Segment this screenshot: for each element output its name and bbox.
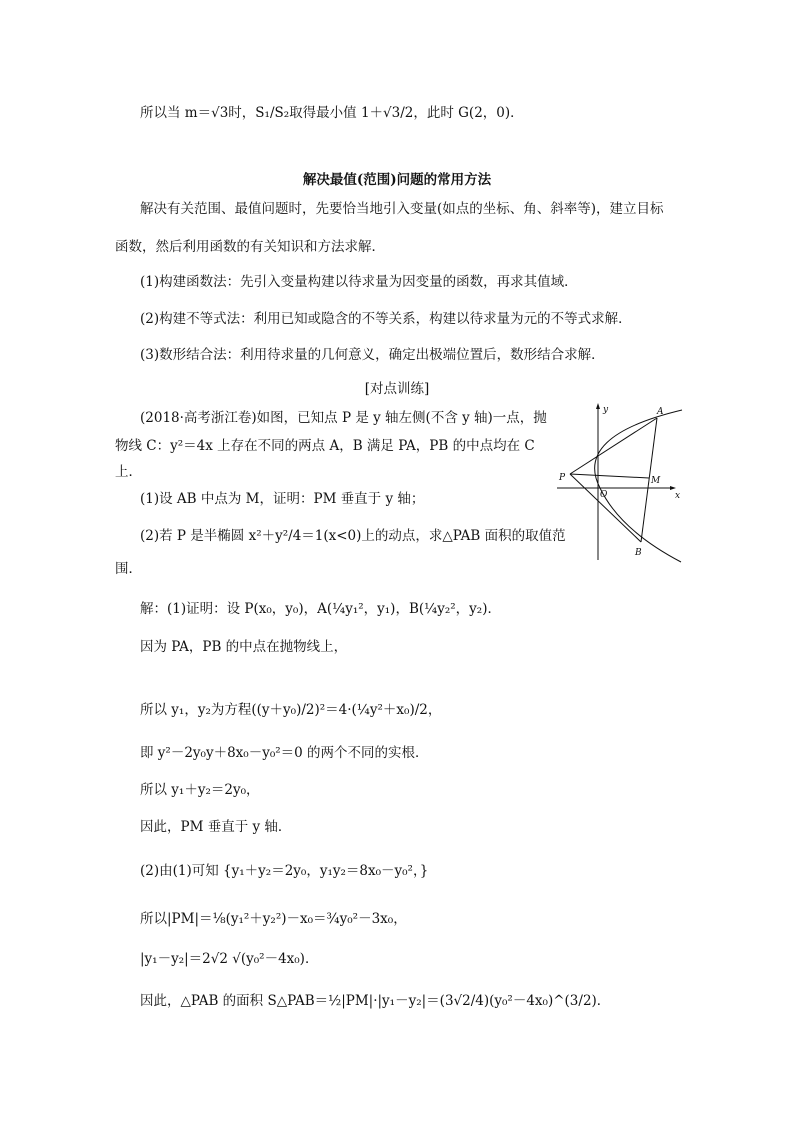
solution-area: 因此，△PAB 的面积 S△PAB＝½|PM|·|y₁－y₂|＝(3√2/4)(y₀²－4x₀)^(3/2)． xyxy=(140,993,611,1009)
problem-part-2-cont: 围． xyxy=(115,561,142,577)
parabola-diagram xyxy=(555,400,685,565)
label-y: y xyxy=(603,405,609,415)
label-a: A xyxy=(657,407,664,417)
y-axis-arrow-icon xyxy=(596,403,600,409)
problem-part-1: (1)设 AB 中点为 M，证明：PM 垂直于 y 轴； xyxy=(140,491,425,507)
method-3: (3)数形结合法：利用待求量的几何意义，确定出极端位置后，数形结合求解． xyxy=(140,347,605,363)
label-o: O xyxy=(600,490,608,500)
label-p: P xyxy=(559,473,566,483)
method-2: (2)构建不等式法：利用已知或隐含的不等关系，构建以待求量为元的不等式求解． xyxy=(140,311,632,327)
solution-pm-length: 所以|PM|＝⅛(y₁²＋y₂²)－x₀＝¾y₀²－3x₀， xyxy=(140,911,407,927)
solution-line-4: 所以 y₁＋y₂＝2y₀， xyxy=(140,782,260,798)
label-b: B xyxy=(635,548,642,558)
section-heading: 解决最值(范围)问题的常用方法 xyxy=(302,172,492,188)
solution-equation: 所以 y₁，y₂为方程((y＋y₀)/2)²＝4·(¼y²＋x₀)/2， xyxy=(140,702,442,718)
problem-part-2: (2)若 P 是半椭圆 x²＋y²/4＝1(x<0)上的动点，求△PAB 面积的取值范 xyxy=(140,528,566,544)
training-heading: [对点训练] xyxy=(364,381,430,397)
solution-line-2: 因为 PA，PB 的中点在抛物线上， xyxy=(140,639,348,655)
method-intro-line-1: 解决有关范围、最值问题时，先要恰当地引入变量(如点的坐标、角、斜率等)，建立目标 xyxy=(140,201,664,217)
solution-y-diff: |y₁－y₂|＝2√2 √(y₀²－4x₀)． xyxy=(140,951,319,967)
conclusion-line: 所以当 m＝√3时，S₁/S₂取得最小值 1＋√3/2，此时 G(2，0)． xyxy=(140,105,524,121)
parabola-figure xyxy=(555,400,685,565)
segment-pb xyxy=(570,474,641,542)
solution-line-3: 即 y²－2y₀y＋8x₀－y₀²＝0 的两个不同的实根． xyxy=(140,745,429,761)
x-axis-arrow-icon xyxy=(670,486,676,490)
method-intro-line-2: 函数，然后利用函数的有关知识和方法求解． xyxy=(115,239,385,255)
solution-line-5: 因此，PM 垂直于 y 轴． xyxy=(140,819,292,835)
problem-line-1: (2018·高考浙江卷)如图，已知点 P 是 y 轴左侧(不含 y 轴)一点，抛 xyxy=(140,410,547,426)
segment-pm xyxy=(570,474,649,478)
problem-line-2: 物线 C：y²＝4x 上存在不同的两点 A，B 满足 PA，PB 的中点均在 C xyxy=(115,438,535,454)
label-m: M xyxy=(651,476,661,486)
solution-line-1: 解：(1)证明：设 P(x₀，y₀)，A(¼y₁²，y₁)，B(¼y₂²，y₂)． xyxy=(140,601,501,617)
segment-pa xyxy=(570,418,657,474)
solution-system: (2)由(1)可知 {y₁＋y₂＝2y₀，y₁y₂＝8x₀－y₀²，} xyxy=(140,863,429,879)
label-x: x xyxy=(675,491,681,501)
method-1: (1)构建函数法：先引入变量构建以待求量为因变量的函数，再求其值域． xyxy=(140,274,578,290)
problem-line-3: 上． xyxy=(115,464,142,480)
